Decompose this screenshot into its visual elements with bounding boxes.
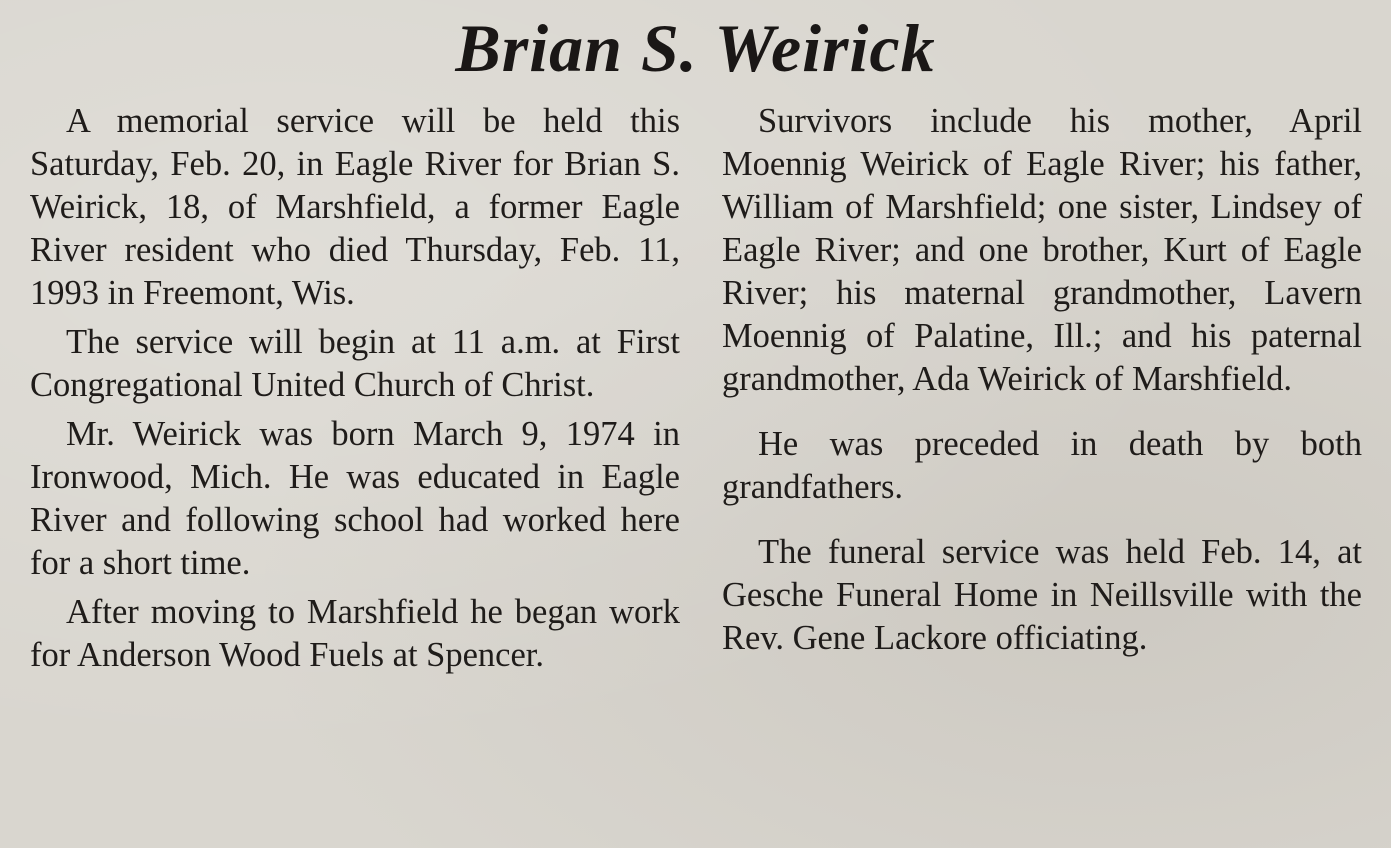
paragraph-survivors: Survivors include his mother, April Moennig Weirick of Eagle River; his father, William of Marshfield; one sister, Lindsey of Eagle River; and one brother, Kurt of Eagle River; his maternal grandmother, Lavern Moennig of Palatine, Ill.; and his paternal grandmother, Ada Weirick of Marshfield. <box>722 102 1362 398</box>
left-column <box>30 100 680 677</box>
paragraph-funeral-service: The funeral service was held Feb. 14, at Gesche Funeral Home in Neillsville with the Rev. Gene Lackore officiating. <box>722 533 1362 657</box>
paragraph-service-time: The service will begin at 11 a.m. at First Congregational United Church of Christ. <box>30 323 680 404</box>
paragraph-employment: After moving to Marshfield he began work for Anderson Wood Fuels at Spencer. <box>30 593 680 674</box>
paragraph-birth-education: Mr. Weirick was born March 9, 1974 in Ironwood, Mich. He was educated in Eagle River and following school had worked here for a short time. <box>30 415 680 582</box>
right-column <box>722 100 1362 660</box>
paragraph-memorial-service: A memorial service will be held this Saturday, Feb. 20, in Eagle River for Brian S. Weirick, 18, of Marshfield, a former Eagle River resident who died Thursday, Feb. 11, 1993 in Freemont, Wis. <box>30 102 680 312</box>
paragraph-preceded-in-death: He was preceded in death by both grandfathers. <box>722 425 1362 506</box>
obituary-headline: Brian S. Weirick <box>455 10 936 86</box>
